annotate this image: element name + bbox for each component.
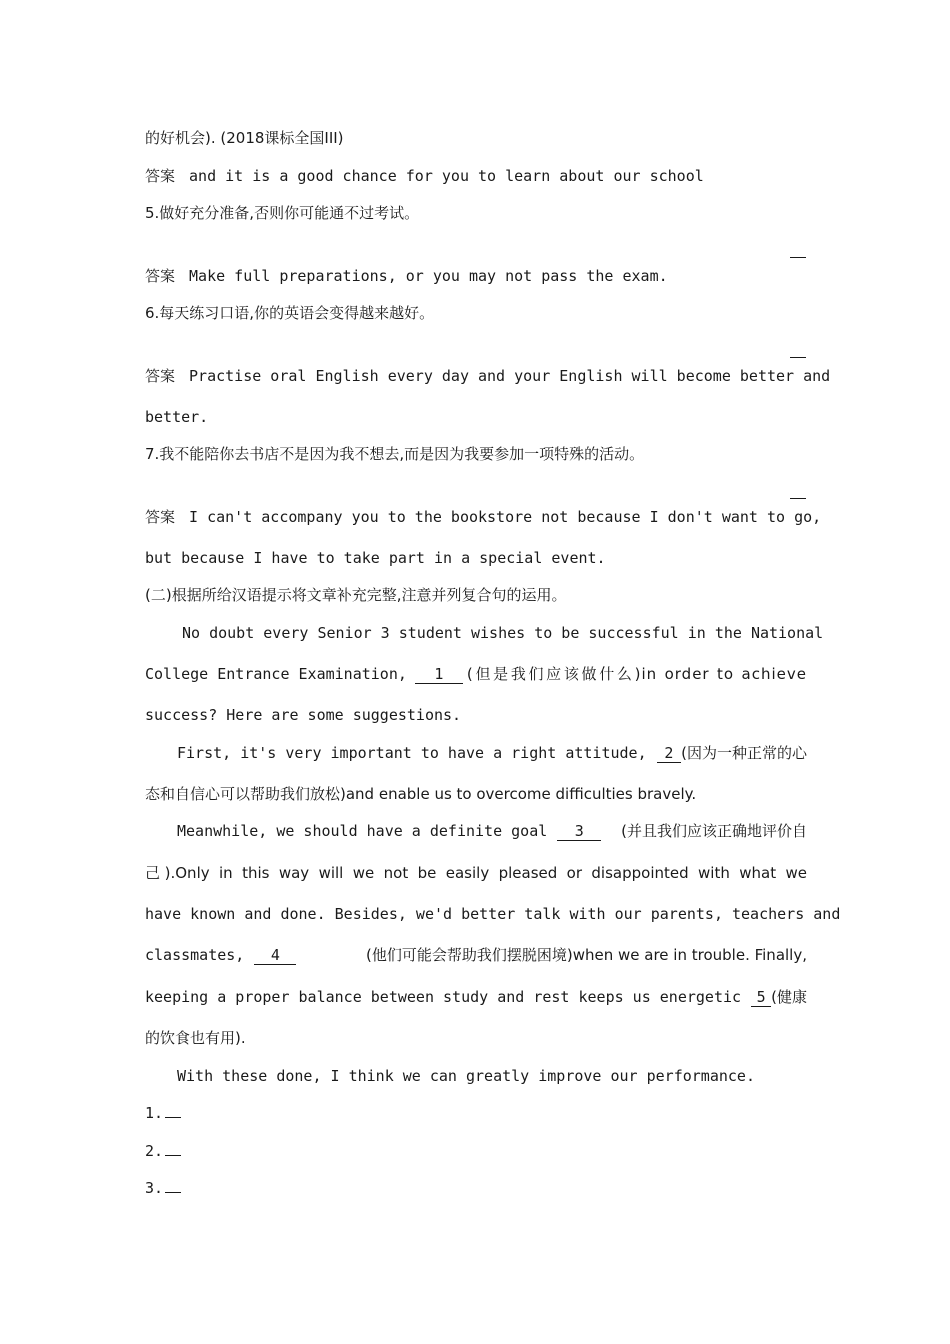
passage-line: success? Here are some suggestions. bbox=[145, 706, 462, 724]
passage-line: have known and done. Besides, we'd better talk with our parents, teachers and bbox=[145, 905, 841, 923]
answer-text: Make full preparations, or you may not pass the exam. bbox=[189, 267, 668, 285]
answer-blank[interactable] bbox=[165, 1178, 181, 1193]
answer-line bbox=[145, 166, 807, 186]
question-7: 7.我不能陪你去书店不是因为我不想去,而是因为我要参加一项特殊的活动。 bbox=[145, 445, 645, 463]
answer-dash bbox=[790, 357, 806, 358]
answer-slot-2: 2. bbox=[145, 1141, 807, 1161]
answer-blank[interactable] bbox=[165, 1141, 181, 1156]
blank-5[interactable]: 5 bbox=[751, 988, 771, 1007]
passage-line: With these done, I think we can greatly improve our performance. bbox=[177, 1067, 755, 1085]
passage-line: classmates, 4 (他们可能会帮助我们摆脱困境)when we are in trouble. Finally, bbox=[145, 946, 807, 964]
answer-slot-3: 3. bbox=[145, 1178, 807, 1198]
passage-line: 的饮食也有用). bbox=[145, 1029, 246, 1047]
answer-line bbox=[145, 366, 831, 386]
answer-dash bbox=[790, 498, 806, 499]
answer-text: I can't accompany you to the bookstore not because I don't want to go, bbox=[189, 508, 822, 526]
answer-label: 答案 bbox=[145, 508, 176, 526]
passage-line: keeping a proper balance between study and rest keeps us energetic 5 (健康 bbox=[145, 988, 807, 1006]
answer-line bbox=[145, 266, 807, 286]
answer-text: Practise oral English every day and your English will become better and bbox=[189, 367, 831, 385]
blank-1[interactable]: 1 bbox=[415, 665, 463, 684]
answer-line bbox=[145, 507, 822, 527]
blank-2[interactable]: 2 bbox=[657, 744, 682, 763]
passage-line: College Entrance Examination, 1 (但是我们应该做什么)in order to achieve bbox=[145, 665, 807, 683]
section-heading: (二)根据所给汉语提示将文章补充完整,注意并列复合句的运用。 bbox=[145, 586, 567, 604]
answer-dash bbox=[790, 257, 806, 258]
question-5: 5.做好充分准备,否则你可能通不过考试。 bbox=[145, 204, 420, 222]
passage-line: No doubt every Senior 3 student wishes to be successful in the National bbox=[182, 624, 824, 642]
answer-text: and it is a good chance for you to learn about our school bbox=[189, 167, 704, 185]
passage-line: 己).Only in this way will we not be easily pleased or disappointed with what we bbox=[145, 864, 807, 882]
blank-3[interactable]: 3 bbox=[557, 822, 601, 841]
passage-line: First, it's very important to have a right attitude, 2 (因为一种正常的心 bbox=[177, 744, 807, 762]
passage-line: 态和自信心可以帮助我们放松)and enable us to overcome difficulties bravely. bbox=[145, 785, 697, 803]
question-6: 6.每天练习口语,你的英语会变得越来越好。 bbox=[145, 304, 435, 322]
answer-blank[interactable] bbox=[165, 1103, 181, 1118]
answer-slot-1: 1. bbox=[145, 1103, 807, 1123]
answer-text: better. bbox=[145, 408, 209, 426]
answer-text: but because I have to take part in a special event. bbox=[145, 549, 606, 567]
answer-label: 答案 bbox=[145, 267, 176, 285]
passage-line: Meanwhile, we should have a definite goal 3 (并且我们应该正确地评价自 bbox=[177, 822, 807, 840]
blank-4[interactable]: 4 bbox=[254, 946, 296, 965]
answer-label: 答案 bbox=[145, 367, 176, 385]
answer-label: 答案 bbox=[145, 167, 176, 185]
text-line: 的好机会). (2018课标全国III) bbox=[145, 129, 344, 147]
